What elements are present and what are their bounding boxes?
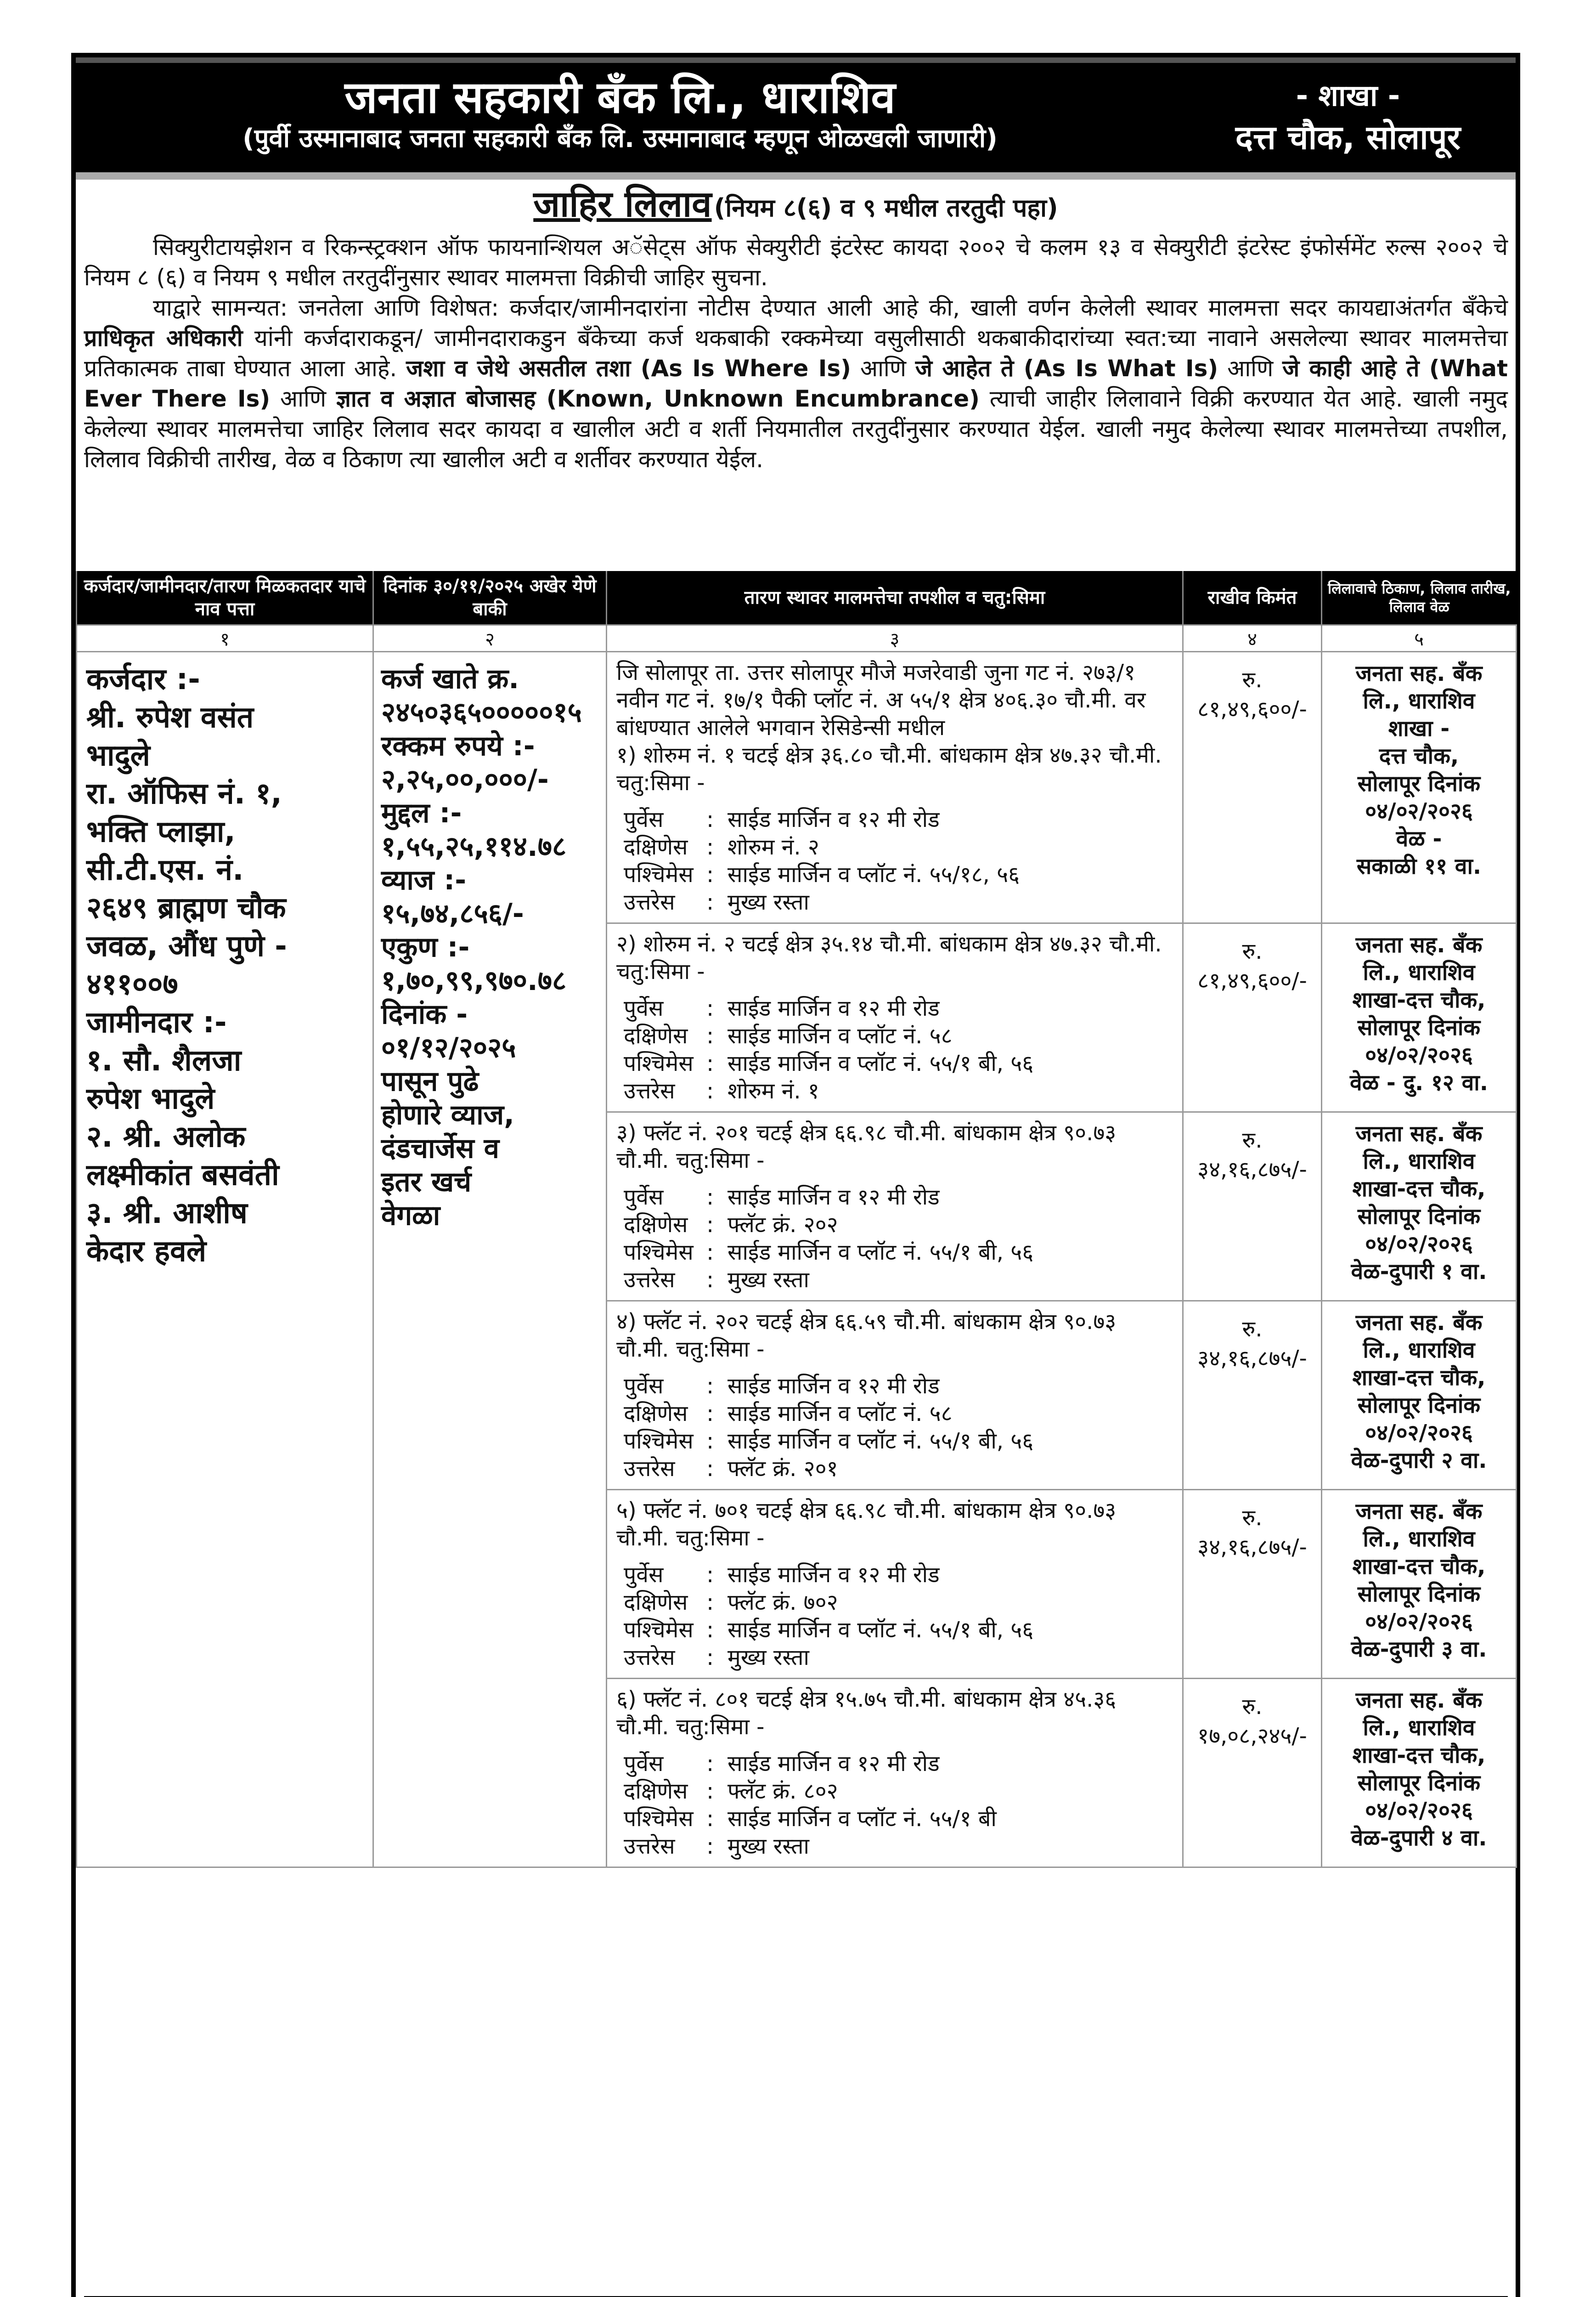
venue-line: ०४/०२/२०२६	[1365, 1231, 1473, 1257]
boundary-line	[624, 1455, 1174, 1482]
boundary-value: शोरुम नं. २	[728, 834, 819, 860]
boundary-colon: :	[706, 1751, 714, 1776]
reserve-price	[1183, 652, 1322, 923]
boundary-value: साईड मार्जिन व १२ मी रोड	[728, 1562, 940, 1588]
boundary-colon: :	[706, 1428, 714, 1454]
venue-line: ०४/०२/२०२६	[1365, 1798, 1473, 1823]
unit-description: २) शोरुम नं. २ चटई क्षेत्र ३५.१४ चौ.मी. बांधकाम क्षेत्र ४७.३२ चौ.मी. चतु:सिमा -	[616, 931, 1162, 984]
boundary-value: साईड मार्जिन व १२ मी रोड	[728, 1184, 940, 1210]
venue-line: शाखा-दत्त चौक,	[1352, 1554, 1486, 1579]
boundary-colon: :	[706, 1212, 714, 1238]
boundary-line	[624, 1616, 1174, 1644]
dues-line: इतर खर्च	[381, 1166, 472, 1198]
boundary-direction: उत्तरेस	[624, 1645, 675, 1670]
boundary-line	[624, 1777, 1174, 1805]
boundary-line	[624, 995, 1174, 1022]
venue-line: वेळ-दुपारी ३ वा.	[1351, 1636, 1487, 1662]
boundaries	[616, 1183, 1174, 1294]
column-header: लिलावाचे ठिकाण, लिलाव तारीख, लिलाव वेळ	[1322, 571, 1517, 625]
venue-line: लि., धाराशिव	[1363, 1148, 1475, 1174]
boundary-line	[624, 1077, 1174, 1105]
boundary-colon: :	[706, 1833, 714, 1859]
intro-text-part: आणि	[851, 355, 915, 382]
auction-venue-date-time	[1322, 923, 1517, 1112]
boundary-colon: :	[706, 1617, 714, 1643]
dues-line: मुद्दल :-	[381, 797, 462, 829]
boundary-direction: पश्चिमेस	[624, 1428, 694, 1454]
column-header: कर्जदार/जामीनदार/तारण मिळकतदार याचे नाव पत्ता	[77, 571, 373, 625]
venue-line: ०४/०२/२०२६	[1365, 1042, 1473, 1068]
reserve-price	[1183, 1679, 1322, 1867]
dues-line: पासून पुढे	[381, 1065, 479, 1098]
boundary-line	[624, 1022, 1174, 1050]
borrower-line: सी.टी.एस. नं.	[86, 853, 244, 887]
venue-line: वेळ - दु. १२ वा.	[1350, 1070, 1488, 1096]
boundary-direction: दक्षिणेस	[624, 1778, 688, 1804]
dues-line: दिनांक -	[381, 998, 468, 1030]
venue-line: दत्त चौक,	[1379, 743, 1459, 769]
boundary-line	[624, 806, 1174, 833]
intro-text-part: त्याची जाहीर लिलावाने विक्री करण्यात येत आहे. खाली नमुद केलेल्या स्थावर मालमत्तेचा जाहिर लिलाव सदर कायदा व खालील अटी व शर्ती नियमातील तरतुदींनुसार करण्यात येईल. खाली नमुद केलेल्या स्थावर मालमत्तेच्या तपशील, लिलाव विक्रीची तारीख, वेळ व ठिकाण त्या खालील अटी व शर्तीवर करण्यात येईल.	[84, 385, 1508, 473]
venue-line: शाखा-दत्त चौक,	[1352, 1743, 1486, 1768]
boundary-value: साईड मार्जिन व प्लॉट नं. ५५/१ बी, ५६	[728, 1428, 1034, 1454]
boundary-direction: पुर्वेस	[624, 1562, 664, 1588]
dues-line: व्याज :-	[381, 864, 467, 896]
auction-venue-date-time	[1322, 1301, 1517, 1490]
venue-line: सोलापूर दिनांक	[1357, 1204, 1481, 1229]
reserve-price-value: ३४,१६,८७५/-	[1197, 1346, 1307, 1371]
reserve-price-value: ८१,४९,६००/-	[1197, 696, 1307, 722]
reserve-price-value: ३४,१६,८७५/-	[1197, 1157, 1307, 1182]
boundary-colon: :	[706, 1778, 714, 1804]
venue-line: शाखा-दत्त चौक,	[1352, 987, 1486, 1013]
venue-line: सोलापूर दिनांक	[1357, 1581, 1481, 1607]
boundary-colon: :	[706, 1562, 714, 1588]
reserve-price-prefix: रु.	[1242, 1694, 1263, 1720]
boundary-direction: पुर्वेस	[624, 1373, 664, 1399]
boundary-value: साईड मार्जिन व प्लॉट नं. ५८	[728, 1023, 953, 1049]
boundary-direction: पश्चिमेस	[624, 1239, 694, 1265]
venue-line: लि., धाराशिव	[1363, 688, 1475, 714]
intro-text-part: यांनी कर्जदाराकडून/ जामीनदाराकडुन बँकेच्या कर्ज थकबाकी रक्कमेच्या वसुलीसाठी थकबाकीदारांच्या स्वत:च्या नावाने असलेल्या स्थावर मालमत्तेचा प्रतिकात्मक ताबा घेण्यात आला आहे.	[84, 325, 1508, 382]
venue-line: ०४/०२/२०२६	[1365, 1609, 1473, 1635]
boundary-line	[624, 833, 1174, 861]
venue-line: वेळ-दुपारी २ वा.	[1351, 1448, 1487, 1473]
boundary-colon: :	[706, 1806, 714, 1832]
boundary-value: साईड मार्जिन व प्लॉट नं. ५५/१ बी, ५६	[728, 1051, 1034, 1076]
boundaries	[616, 806, 1174, 916]
venue-line: जनता सह. बँक	[1355, 1687, 1483, 1713]
auction-notice	[71, 53, 1520, 2297]
property-row	[77, 652, 1517, 923]
venue-line: शाखा -	[1388, 716, 1450, 741]
boundary-direction: पुर्वेस	[624, 996, 664, 1021]
borrower-line: रुपेश भादुले	[86, 1082, 215, 1116]
boundaries	[616, 1372, 1174, 1482]
boundary-colon: :	[706, 1373, 714, 1399]
venue-line: ०४/०२/२०२६	[1365, 1420, 1473, 1446]
boundary-value: मुख्य रस्ता	[728, 889, 809, 915]
borrower-line: २. श्री. अलोक	[86, 1120, 246, 1154]
reserve-price-prefix: रु.	[1242, 1127, 1263, 1153]
boundary-line	[624, 1561, 1174, 1589]
boundary-direction: पुर्वेस	[624, 1184, 664, 1210]
boundary-direction: दक्षिणेस	[624, 834, 688, 860]
dues-line: ०१/१२/२०२५	[381, 1032, 516, 1064]
boundary-direction: दक्षिणेस	[624, 1590, 688, 1615]
borrower-line: लक्ष्मीकांत बसवंती	[86, 1158, 279, 1192]
boundaries	[616, 995, 1174, 1105]
boundary-direction: दक्षिणेस	[624, 1401, 688, 1426]
boundary-value: फ्लॅट क्रं. २०१	[728, 1456, 838, 1482]
column-number: ४	[1183, 625, 1322, 652]
boundary-line	[624, 1589, 1174, 1616]
borrower-line: केदार हवले	[86, 1234, 207, 1268]
column-header: तारण स्थावर मालमत्तेचा तपशील व चतु:सिमा	[607, 571, 1183, 625]
notice-title-note: (नियम ८(६) व ९ मधील तरतुदी पहा)	[714, 193, 1058, 222]
boundary-value: साईड मार्जिन व १२ मी रोड	[728, 996, 940, 1021]
boundary-line	[624, 1833, 1174, 1860]
borrower-line: रा. ऑफिस नं. १,	[86, 777, 282, 811]
branch-name: दत्त चौक, सोलापूर	[1235, 118, 1461, 157]
unit-description: ५) फ्लॅट नं. ७०१ चटई क्षेत्र ६६.९८ चौ.मी. बांधकाम क्षेत्र ९०.७३ चौ.मी. चतु:सिमा -	[616, 1498, 1117, 1551]
boundary-value: साईड मार्जिन व प्लॉट नं. ५५/१८, ५६	[728, 862, 1020, 888]
borrower-line: २६४९ ब्राह्मण चौक	[86, 891, 286, 925]
venue-line: जनता सह. बँक	[1355, 661, 1483, 686]
borrower-line: कर्जदार :-	[86, 662, 200, 696]
venue-line: वेळ-दुपारी १ वा.	[1351, 1259, 1487, 1284]
boundary-direction: पश्चिमेस	[624, 862, 694, 888]
venue-line: ०४/०२/२०२६	[1365, 798, 1473, 824]
dues-line: होणारे व्याज,	[381, 1099, 514, 1131]
dues-line: रक्कम रुपये :-	[381, 730, 535, 762]
dues-line: कर्ज खाते क्र.	[381, 663, 519, 695]
property-description	[607, 1490, 1183, 1679]
intro-bold: जे काही आहे ते (What Ever There Is)	[84, 355, 1508, 412]
property-description	[607, 1301, 1183, 1490]
reserve-price-value: ३४,१६,८७५/-	[1197, 1534, 1307, 1560]
property-table	[76, 571, 1517, 1868]
property-intro: जि सोलापूर ता. उत्तर सोलापूर मौजे मजरेवाडी जुना गट नं. २७३/१ नवीन गट नं. १७/१ पैकी प्लॉट नं. अ ५५/१ क्षेत्र ४०६.३० चौ.मी. वर बांधण्यात आलेले भगवान रेसिडेन्सी मधील	[616, 660, 1146, 741]
boundary-value: साईड मार्जिन व प्लॉट नं. ५५/१ बी, ५६	[728, 1617, 1034, 1643]
column-number: ३	[607, 625, 1183, 652]
outstanding-dues	[373, 652, 607, 1867]
property-description	[607, 652, 1183, 923]
boundary-value: साईड मार्जिन व प्लॉट नं. ५५/१ बी	[728, 1806, 997, 1832]
reserve-price-prefix: रु.	[1242, 1505, 1263, 1531]
boundary-value: साईड मार्जिन व १२ मी रोड	[728, 807, 940, 832]
boundary-direction: पुर्वेस	[624, 807, 664, 832]
reserve-price	[1183, 1490, 1322, 1679]
reserve-price-prefix: रु.	[1242, 667, 1263, 693]
borrower-details	[77, 652, 373, 1867]
reserve-price	[1183, 1112, 1322, 1301]
boundary-colon: :	[706, 862, 714, 888]
intro-bold: प्राधिकृत अधिकारी	[84, 325, 243, 351]
intro-bold: जे आहेत ते (As Is What Is)	[915, 355, 1218, 382]
boundary-direction: उत्तरेस	[624, 1456, 675, 1482]
unit-description: ३) फ्लॅट नं. २०१ चटई क्षेत्र ६६.९८ चौ.मी. बांधकाम क्षेत्र ९०.७३ चौ.मी. चतु:सिमा -	[616, 1120, 1117, 1173]
boundary-value: साईड मार्जिन व १२ मी रोड	[728, 1373, 940, 1399]
venue-line: सोलापूर दिनांक	[1357, 1015, 1481, 1041]
column-number: ५	[1322, 625, 1517, 652]
auction-venue-date-time	[1322, 652, 1517, 923]
borrower-line: श्री. रुपेश वसंत	[86, 701, 254, 735]
boundary-colon: :	[706, 807, 714, 832]
boundary-value: मुख्य रस्ता	[728, 1267, 809, 1293]
boundary-value: साईड मार्जिन व १२ मी रोड	[728, 1751, 940, 1776]
boundary-direction: उत्तरेस	[624, 1833, 675, 1859]
intro-bold: ज्ञात व अज्ञात बोजासह (Known, Unknown Encumbrance)	[336, 385, 980, 412]
venue-line: लि., धाराशिव	[1363, 1526, 1475, 1552]
venue-line: जनता सह. बँक	[1355, 1310, 1483, 1335]
column-number-row	[77, 625, 1517, 652]
unit-description: ४) फ्लॅट नं. २०२ चटई क्षेत्र ६६.५९ चौ.मी. बांधकाम क्षेत्र ९०.७३ चौ.मी. चतु:सिमा -	[616, 1309, 1117, 1362]
boundary-value: साईड मार्जिन व प्लॉट नं. ५५/१ बी, ५६	[728, 1239, 1034, 1265]
dues-line: वेगळा	[381, 1199, 440, 1232]
column-header: राखीव किमंत	[1183, 571, 1322, 625]
boundary-value: फ्लॅट क्रं. ८०२	[728, 1778, 838, 1804]
borrower-line: १. सौ. शैलजा	[86, 1044, 242, 1078]
venue-line: जनता सह. बँक	[1355, 1121, 1483, 1147]
boundary-colon: :	[706, 1023, 714, 1049]
venue-line: वेळ -	[1396, 826, 1442, 852]
venue-line: लि., धाराशिव	[1363, 960, 1475, 985]
unit-description: ६) फ्लॅट नं. ८०१ चटई क्षेत्र १५.७५ चौ.मी. बांधकाम क्षेत्र ४५.३६ चौ.मी. चतु:सिमा -	[616, 1686, 1117, 1740]
boundary-direction: पश्चिमेस	[624, 1806, 694, 1832]
borrower-line: जामीनदार :-	[86, 1006, 227, 1040]
boundary-colon: :	[706, 834, 714, 860]
boundary-value: फ्लॅट क्रं. २०२	[728, 1212, 838, 1238]
branch-label: - शाखा -	[1296, 79, 1400, 113]
borrower-line: भक्ति प्लाझा,	[86, 815, 236, 849]
dues-line: २,२५,००,०००/-	[381, 764, 549, 796]
venue-line: सोलापूर दिनांक	[1357, 771, 1481, 797]
boundary-colon: :	[706, 1645, 714, 1670]
boundary-line	[624, 888, 1174, 916]
boundary-line	[624, 1266, 1174, 1294]
boundary-value: शोरुम नं. १	[728, 1078, 819, 1104]
boundary-direction: दक्षिणेस	[624, 1023, 688, 1049]
auction-venue-date-time	[1322, 1490, 1517, 1679]
venue-line: लि., धाराशिव	[1363, 1337, 1475, 1363]
venue-line: लि., धाराशिव	[1363, 1715, 1475, 1741]
boundary-value: साईड मार्जिन व प्लॉट नं. ५८	[728, 1401, 953, 1426]
boundary-colon: :	[706, 1267, 714, 1293]
reserve-price	[1183, 923, 1322, 1112]
boundary-line	[624, 1644, 1174, 1671]
borrower-line: भादुले	[86, 739, 150, 773]
intro-paragraph-2	[84, 293, 1508, 475]
boundary-direction: पश्चिमेस	[624, 1617, 694, 1643]
venue-line: सोलापूर दिनांक	[1357, 1770, 1481, 1796]
bank-subtitle: (पुर्वी उस्मानाबाद जनता सहकारी बँक लि. उस्मानाबाद म्हणून ओळखली जाणारी)	[243, 124, 998, 153]
reserve-price-value: १७,०८,२४५/-	[1197, 1723, 1307, 1749]
venue-line: सकाळी ११ वा.	[1356, 854, 1482, 879]
boundary-line	[624, 1211, 1174, 1239]
notice-title-row	[76, 184, 1516, 235]
boundary-line	[624, 1183, 1174, 1211]
venue-line: शाखा-दत्त चौक,	[1352, 1176, 1486, 1202]
column-header: दिनांक ३०/११/२०२५ अखेर येणे बाकी	[373, 571, 607, 625]
dues-line: दंडचार्जेस व	[381, 1132, 499, 1165]
borrower-line: ३. श्री. आशीष	[86, 1196, 248, 1230]
intro-text-part: आणि	[270, 385, 336, 412]
boundary-colon: :	[706, 1078, 714, 1104]
boundary-colon: :	[706, 1239, 714, 1265]
dues-line: १,५५,२५,११४.७८	[381, 831, 567, 863]
intro-bold: जशा व जेथे असतील तशा (As Is Where Is)	[406, 355, 851, 382]
intro-paragraph-1: सिक्युरीटायझेशन व रिकन्स्ट्रक्शन ऑफ फायनान्शियल अॅसेट्स ऑफ सेक्युरीटी इंटरेस्ट कायदा २००२ चे कलम १३ व सेक्युरीटी इंटरेस्ट इंफोर्समेंट रुल्स २००२ चे नियम ८ (६) व नियम ९ मधील तरतुदींनुसार स्थावर मालमत्ता विक्रीची जाहिर सुचना.	[84, 234, 1508, 291]
unit-description: १) शोरुम नं. १ चटई क्षेत्र ३६.८० चौ.मी. बांधकाम क्षेत्र ४७.३२ चौ.मी. चतु:सिमा -	[616, 742, 1162, 796]
notice-title: जाहिर लिलाव	[533, 184, 712, 225]
intro-text-part: आणि	[1218, 355, 1283, 382]
boundary-direction: पुर्वेस	[624, 1751, 664, 1776]
boundary-colon: :	[706, 996, 714, 1021]
boundary-line	[624, 1239, 1174, 1266]
boundary-direction: उत्तरेस	[624, 889, 675, 915]
venue-line: जनता सह. बँक	[1355, 932, 1483, 958]
boundaries	[616, 1750, 1174, 1860]
reserve-price-value: ८१,४९,६००/-	[1197, 968, 1307, 994]
borrower-line: ४११००७	[86, 967, 178, 1001]
property-description	[607, 1112, 1183, 1301]
boundary-line	[624, 1050, 1174, 1077]
auction-venue-date-time	[1322, 1112, 1517, 1301]
boundary-colon: :	[706, 889, 714, 915]
boundary-colon: :	[706, 1590, 714, 1615]
boundary-value: मुख्य रस्ता	[728, 1645, 809, 1670]
reserve-price-prefix: रु.	[1242, 939, 1263, 964]
boundary-value: मुख्य रस्ता	[728, 1833, 809, 1859]
bank-title: जनता सहकारी बँक लि., धाराशिव	[344, 72, 896, 123]
dues-line: १५,७४,८५६/-	[381, 898, 524, 930]
boundary-colon: :	[706, 1401, 714, 1426]
boundary-direction: उत्तरेस	[624, 1267, 675, 1293]
boundaries	[616, 1561, 1174, 1671]
boundary-colon: :	[706, 1051, 714, 1076]
auction-venue-date-time	[1322, 1679, 1517, 1867]
intro-text	[84, 232, 1508, 475]
column-number: २	[373, 625, 607, 652]
reserve-price-prefix: रु.	[1242, 1316, 1263, 1342]
boundary-line	[624, 1750, 1174, 1777]
boundary-value: फ्लॅट क्रं. ७०२	[728, 1590, 838, 1615]
property-description	[607, 1679, 1183, 1867]
boundary-line	[624, 861, 1174, 888]
venue-line: वेळ-दुपारी ४ वा.	[1351, 1825, 1487, 1851]
boundary-line	[624, 1427, 1174, 1455]
venue-line: शाखा-दत्त चौक,	[1352, 1365, 1486, 1391]
dues-line: १,७०,९९,९७०.७८	[381, 965, 567, 997]
boundary-line	[624, 1400, 1174, 1427]
boundary-colon: :	[706, 1456, 714, 1482]
boundary-direction: दक्षिणेस	[624, 1212, 688, 1238]
borrower-line: जवळ, औंध पुणे -	[86, 929, 287, 963]
boundary-colon: :	[706, 1184, 714, 1210]
header-divider	[76, 172, 1516, 180]
reserve-price	[1183, 1301, 1322, 1490]
venue-line: जनता सह. बँक	[1355, 1499, 1483, 1524]
dues-line: २४५०३६५०००००१५	[381, 696, 582, 729]
column-number: १	[77, 625, 373, 652]
intro-text-part: याद्वारे सामन्यत: जनतेला आणि विशेषत: कर्जदार/जामीनदारांना नोटीस देण्यात आली आहे की, खाली वर्णन केलेली स्थावर मालमत्ता सदर कायद्याअंतर्गत बँकेचे	[153, 294, 1508, 321]
boundary-line	[624, 1805, 1174, 1833]
boundary-direction: उत्तरेस	[624, 1078, 675, 1104]
boundary-direction: पश्चिमेस	[624, 1051, 694, 1076]
boundary-line	[624, 1372, 1174, 1400]
venue-line: सोलापूर दिनांक	[1357, 1392, 1481, 1418]
property-description	[607, 923, 1183, 1112]
table-header-row	[77, 571, 1517, 625]
bank-header	[76, 57, 1516, 172]
dues-line: एकुण :-	[381, 931, 470, 963]
